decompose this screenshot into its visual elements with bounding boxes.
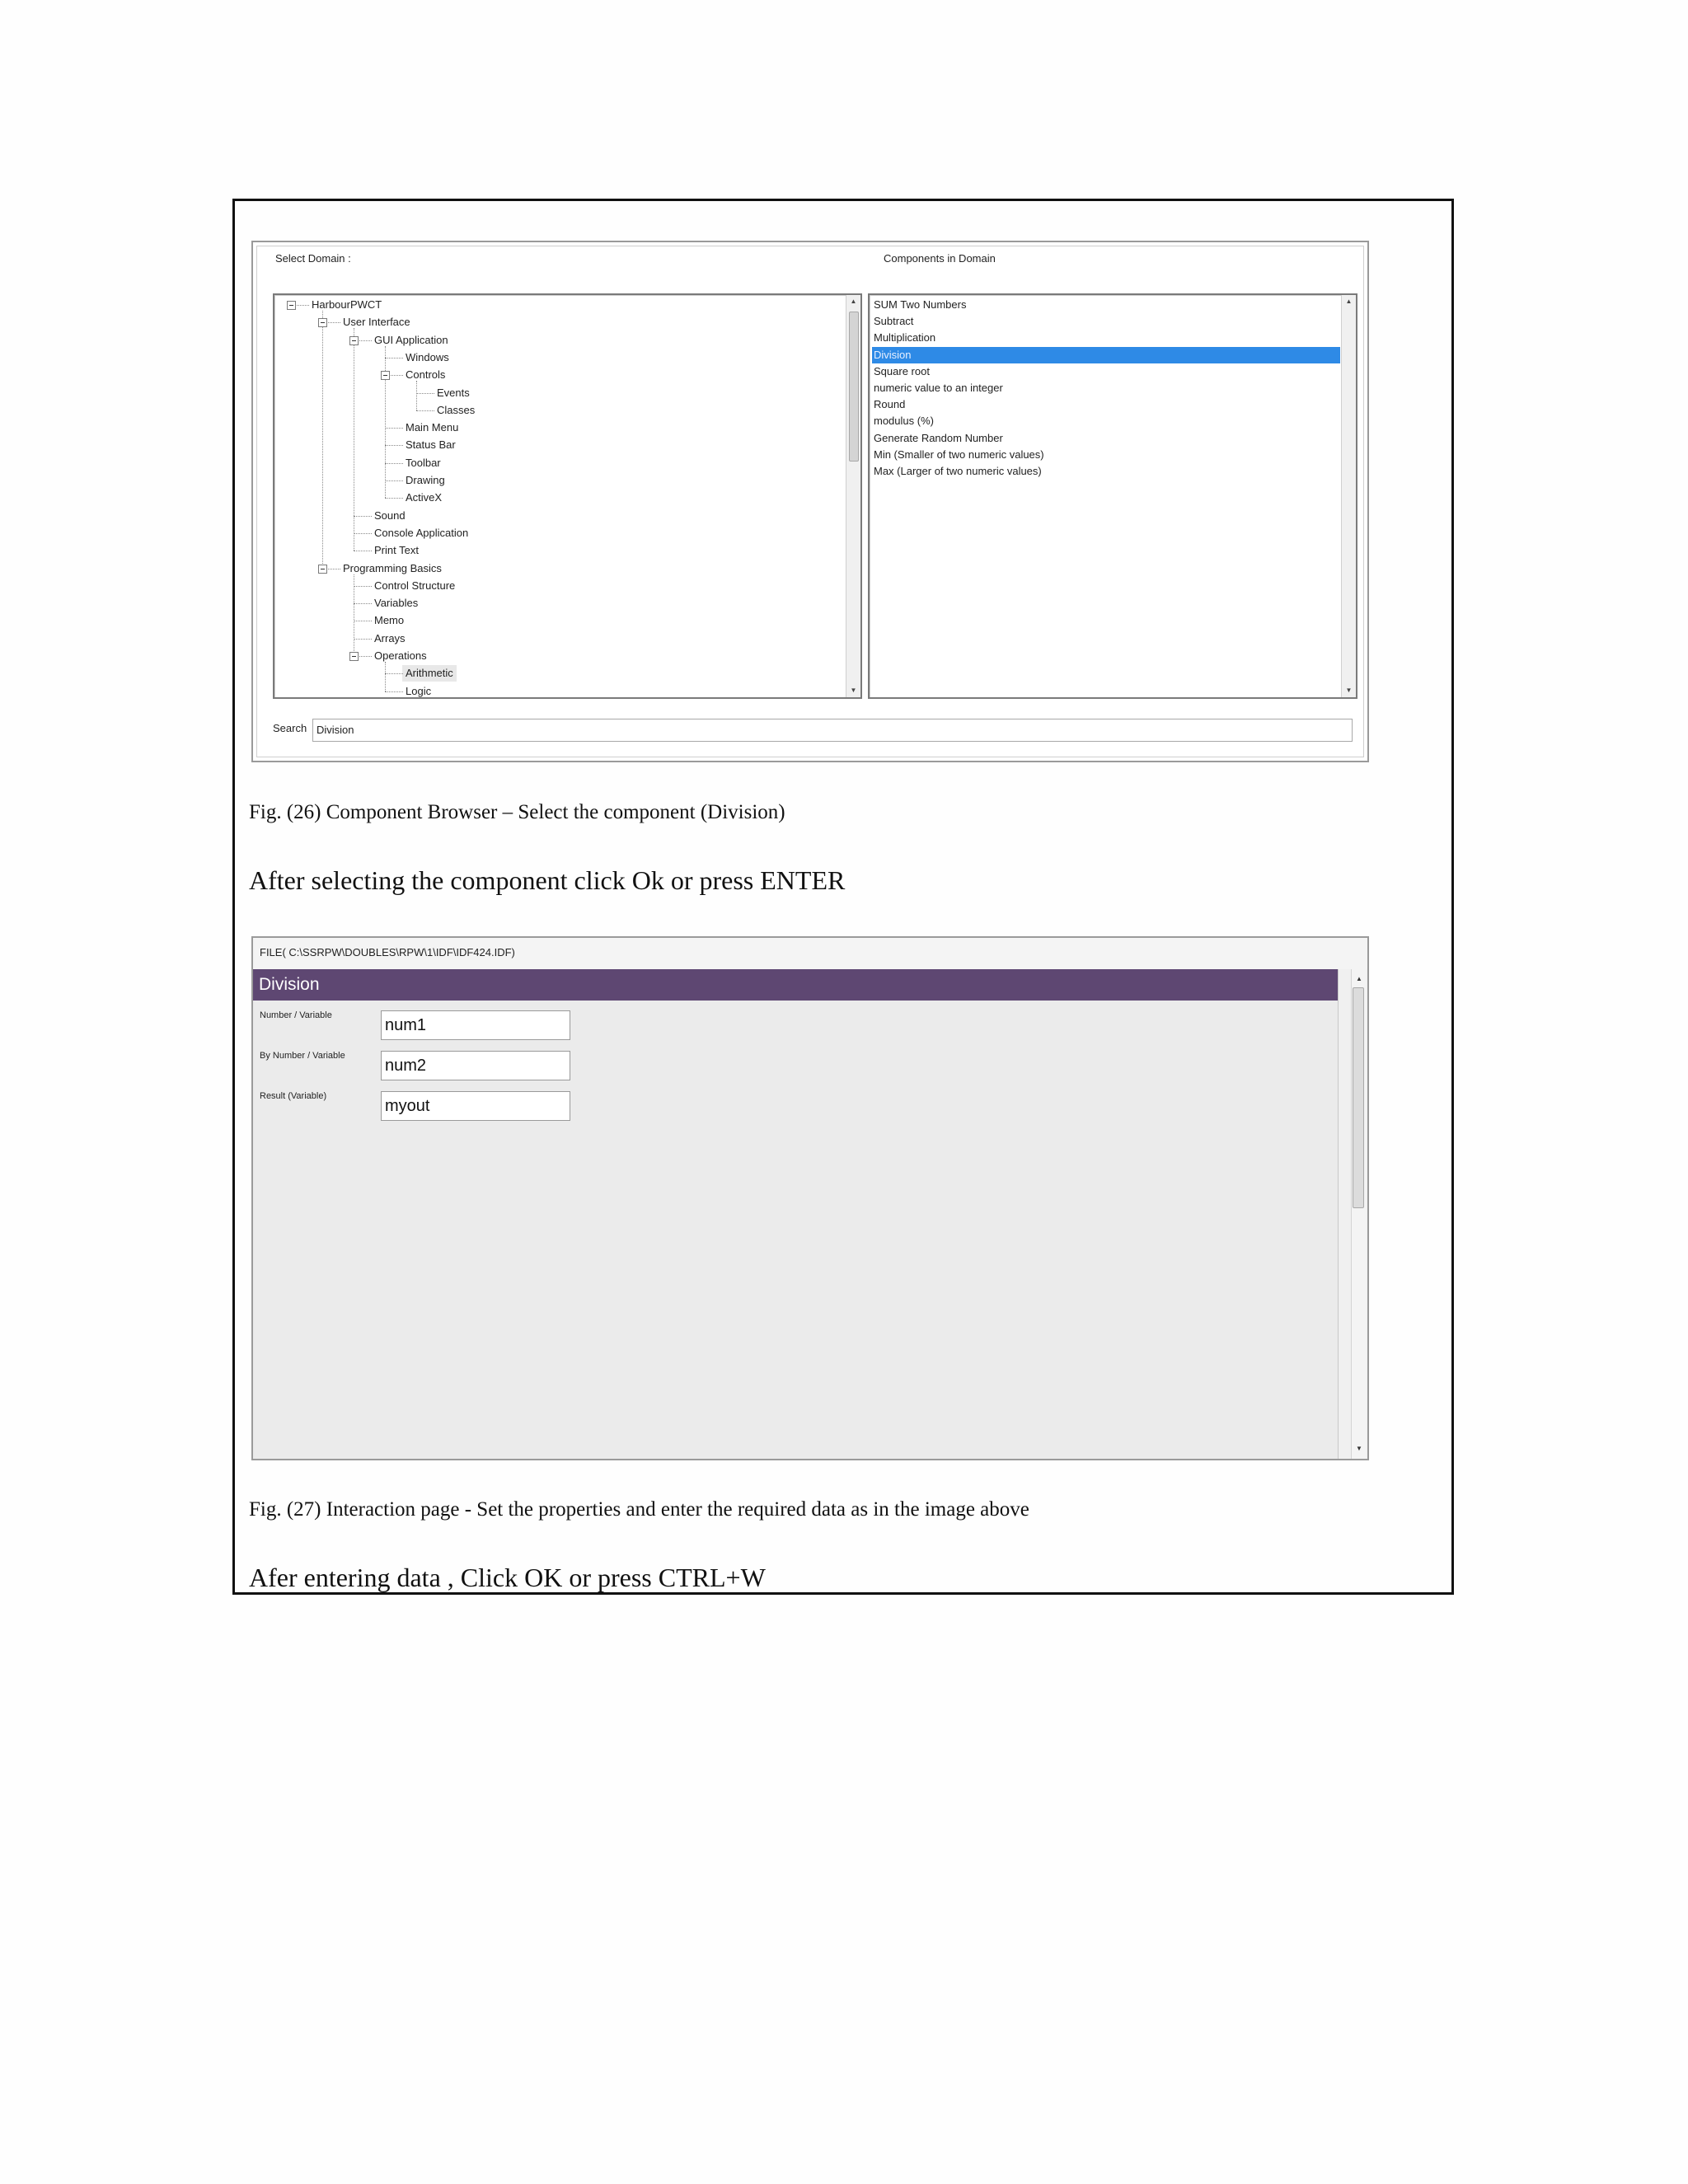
tree-scroll-thumb[interactable] <box>849 312 859 462</box>
component-list-item[interactable]: Min (Smaller of two numeric values) <box>874 448 1044 461</box>
scroll-thumb[interactable] <box>1353 987 1364 1208</box>
list-scrollbar[interactable] <box>1341 295 1356 697</box>
tree-node[interactable]: Sound <box>374 509 406 522</box>
field-label-result: Result (Variable) <box>260 1091 327 1101</box>
tree-connector <box>385 662 386 691</box>
tree-node[interactable]: Operations <box>374 649 427 662</box>
interaction-scrollbar[interactable] <box>1338 969 1367 1459</box>
component-list-item[interactable]: Generate Random Number <box>874 431 1003 444</box>
tree-connector <box>385 445 403 446</box>
tree-connector <box>416 381 417 410</box>
tree-node[interactable]: Classes <box>437 403 476 416</box>
number-variable-input[interactable]: num1 <box>381 1010 570 1040</box>
component-list-item[interactable]: Max (Larger of two numeric values) <box>874 465 1042 477</box>
arrow-down-icon[interactable]: ▼ <box>1345 687 1353 694</box>
arrow-down-icon[interactable]: ▼ <box>1356 1445 1362 1452</box>
component-list-item[interactable]: Square root <box>874 364 930 377</box>
tree-scrollbar[interactable] <box>846 295 860 697</box>
domain-tree[interactable] <box>273 293 862 699</box>
tree-node[interactable]: Variables <box>374 597 419 610</box>
tree-node[interactable]: Memo <box>374 614 405 627</box>
minus-box-icon[interactable] <box>318 318 327 327</box>
component-list-item[interactable]: modulus (%) <box>874 415 934 428</box>
arrow-up-icon[interactable]: ▲ <box>1345 298 1353 305</box>
tree-connector <box>354 639 372 640</box>
component-list-item[interactable]: Division <box>872 347 1340 363</box>
tree-connector <box>385 673 403 674</box>
tree-node[interactable]: GUI Application <box>374 333 448 346</box>
tree-connector <box>385 346 386 499</box>
tree-node[interactable]: Status Bar <box>406 438 456 452</box>
tree-node[interactable]: Controls <box>406 368 446 382</box>
minus-box-icon[interactable] <box>349 652 359 661</box>
tree-node[interactable]: User Interface <box>343 316 410 329</box>
arrow-up-icon[interactable]: ▲ <box>1356 975 1362 982</box>
arrow-up-icon[interactable]: ▲ <box>850 298 857 305</box>
tree-connector <box>385 498 403 499</box>
component-list-item[interactable]: Round <box>874 398 906 411</box>
components-list[interactable] <box>868 293 1357 699</box>
minus-box-icon[interactable] <box>318 565 327 574</box>
component-browser <box>251 241 1369 762</box>
tree-node[interactable]: Print Text <box>374 544 419 557</box>
tree-node[interactable]: Main Menu <box>406 421 459 434</box>
tree-connector <box>322 311 323 569</box>
tree-node[interactable]: Drawing <box>406 474 445 486</box>
minus-box-icon[interactable] <box>287 301 296 310</box>
component-list-item[interactable]: numeric value to an integer <box>874 382 1003 394</box>
component-list-item[interactable]: Multiplication <box>874 331 936 344</box>
figure-caption-26: Fig. (26) Component Browser – Select the component (Division) <box>249 801 785 823</box>
field-label-by-number: By Number / Variable <box>260 1051 345 1061</box>
tree-connector <box>385 428 403 429</box>
search-label: Search <box>273 722 307 734</box>
tree-node[interactable]: Events <box>437 386 470 399</box>
tree-node[interactable]: ActiveX <box>406 491 443 504</box>
component-title: Division <box>253 969 1341 1001</box>
instruction-text-1: After selecting the component click Ok or press ENTER <box>249 865 846 895</box>
by-number-variable-input[interactable]: num2 <box>381 1051 570 1080</box>
arrow-down-icon[interactable]: ▼ <box>850 687 857 694</box>
figure-caption-27: Fig. (27) Interaction page - Set the properties and enter the required data as in the image above <box>249 1498 1029 1521</box>
tree-node[interactable]: Control Structure <box>374 579 456 592</box>
interaction-page <box>251 936 1369 1460</box>
tree-connector <box>354 603 372 604</box>
tree-node[interactable]: Arrays <box>374 631 406 644</box>
tree-connector <box>385 463 403 464</box>
field-label-number: Number / Variable <box>260 1010 332 1020</box>
search-input[interactable]: Division <box>312 719 1353 742</box>
tree-node[interactable]: Logic <box>406 684 432 697</box>
tree-node[interactable]: Toolbar <box>406 456 441 469</box>
instruction-text-2: Afer entering data , Click OK or press CTRL+W <box>249 1563 766 1592</box>
file-path-bar: FILE( C:\SSRPW\DOUBLES\RPW\1\IDF\IDF424.IDF) <box>253 938 1367 970</box>
minus-box-icon[interactable] <box>349 336 359 345</box>
minus-box-icon[interactable] <box>381 371 390 380</box>
tree-connector <box>354 586 372 587</box>
tree-node[interactable]: Console Application <box>374 526 469 539</box>
component-list-item[interactable]: Subtract <box>874 315 914 328</box>
tree-node[interactable]: Windows <box>406 350 449 363</box>
components-label: Components in Domain <box>884 252 996 265</box>
component-list-item[interactable]: SUM Two Numbers <box>874 298 967 311</box>
tree-connector <box>385 691 403 692</box>
tree-connector <box>416 393 434 394</box>
tree-node[interactable]: Programming Basics <box>343 561 442 574</box>
tree-connector <box>385 480 403 481</box>
select-domain-label: Select Domain : <box>275 252 351 265</box>
tree-node[interactable]: HarbourPWCT <box>312 298 382 311</box>
tree-connector <box>385 358 403 359</box>
tree-node[interactable]: Arithmetic <box>402 665 457 682</box>
result-variable-input[interactable]: myout <box>381 1091 570 1121</box>
tree-connector <box>354 533 372 534</box>
tree-connector <box>354 516 372 517</box>
tree-connector <box>416 410 434 411</box>
